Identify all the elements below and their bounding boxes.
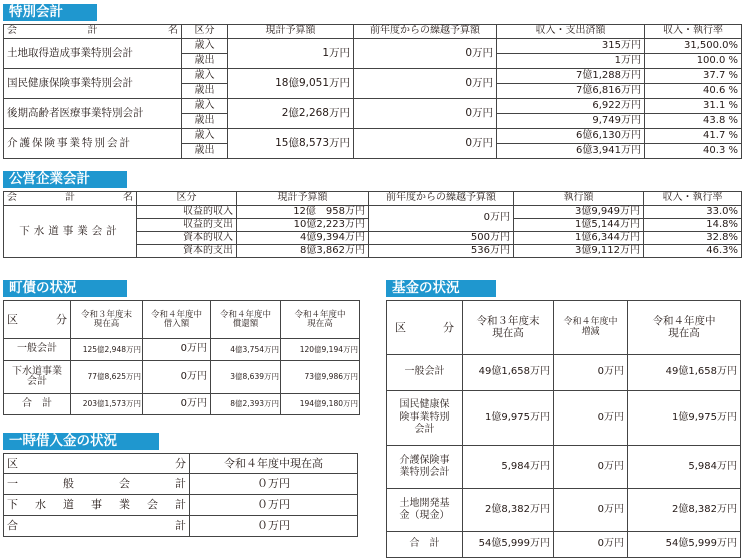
col-header: 現計予算額 (237, 192, 369, 206)
kubun-cell: 歳入 (182, 39, 228, 54)
carry-cell: 500万円 (369, 232, 514, 245)
fund-name: 一般会計 (387, 355, 463, 391)
funds-table (386, 300, 741, 558)
temporary-loans-section (3, 433, 358, 537)
account-name: 下水道事業会計 (4, 206, 137, 258)
kubun-cell: 収益的収入 (137, 206, 237, 219)
col-header: 令和４年度中現在高 (190, 454, 358, 474)
table-row (4, 206, 742, 219)
col-header: 令和３年度末 現在高 (71, 301, 143, 339)
amount-cell: 7億1,288万円 (497, 69, 645, 84)
table-row (387, 355, 741, 391)
value-cell: 2億8,382万円 (628, 489, 741, 532)
carry-cell: 0万円 (354, 69, 497, 99)
table-row (4, 99, 742, 114)
table-row (4, 516, 358, 537)
amount-cell: 6,922万円 (497, 99, 645, 114)
rate-cell: 37.7 % (645, 69, 742, 84)
col-header: 区 分 (4, 301, 71, 339)
temporary-loans-title: 一時借入金の状況 (3, 433, 159, 450)
table-header-row (387, 301, 741, 355)
amount-cell: 6億6,130万円 (497, 129, 645, 144)
value-cell: 0万円 (554, 446, 628, 489)
value-cell: 0万円 (554, 489, 628, 532)
account-name: 下水道事業 会計 (4, 361, 71, 394)
town-bonds-title: 町債の状況 (3, 280, 127, 297)
table-header-row (4, 454, 358, 474)
rate-cell: 46.3% (644, 245, 742, 258)
rate-cell: 31.1 % (645, 99, 742, 114)
value-cell: 0万円 (143, 394, 211, 415)
budget-cell: 15億8,573万円 (228, 129, 354, 159)
amount-cell: 1億5,144万円 (514, 219, 644, 232)
kubun-cell: 歳出 (182, 114, 228, 129)
kubun-cell: 歳入 (182, 69, 228, 84)
col-header: 執行額 (514, 192, 644, 206)
table-row (387, 391, 741, 446)
amount-cell: 3億9,112万円 (514, 245, 644, 258)
col-header: 区分 (137, 192, 237, 206)
value-cell: ０万円 (190, 495, 358, 516)
kubun-cell: 資本的支出 (137, 245, 237, 258)
value-cell: ０万円 (190, 474, 358, 495)
budget-cell: 8億3,862万円 (237, 245, 369, 258)
value-cell: 120億9,194万円 (281, 339, 360, 361)
account-name: 下 水 道 事 業 会 計 (4, 495, 190, 516)
kubun-cell: 歳出 (182, 144, 228, 159)
value-cell: 2億8,382万円 (463, 489, 554, 532)
carry-cell: 0万円 (369, 206, 514, 232)
table-header-row (4, 25, 742, 39)
col-header: 収入・支出済額 (497, 25, 645, 39)
public-enterprise-title: 公営企業会計 (3, 171, 127, 188)
account-name: 合 計 (4, 394, 71, 415)
town-bonds-table (3, 300, 360, 415)
special-accounts-title: 特別会計 (3, 4, 97, 21)
budget-cell: 18億9,051万円 (228, 69, 354, 99)
table-header-row (4, 301, 360, 339)
amount-cell: 1億6,344万円 (514, 232, 644, 245)
amount-cell: 6億3,941万円 (497, 144, 645, 159)
fund-name: 介護保険事 業特別会計 (387, 446, 463, 489)
col-header: 収入・執行率 (645, 25, 742, 39)
fund-name: 土地開発基 金（現金） (387, 489, 463, 532)
value-cell: 1億9,975万円 (463, 391, 554, 446)
amount-cell: 315万円 (497, 39, 645, 54)
value-cell: 54億5,999万円 (628, 532, 741, 558)
value-cell: 1億9,975万円 (628, 391, 741, 446)
funds-title: 基金の状況 (386, 280, 496, 297)
col-header: 令和４年度中 増減 (554, 301, 628, 355)
value-cell: ０万円 (190, 516, 358, 537)
col-header: 前年度からの繰越予算額 (369, 192, 514, 206)
table-header-row (4, 192, 742, 206)
col-header: 区分 (182, 25, 228, 39)
carry-cell: 0万円 (354, 39, 497, 69)
col-header: 現計予算額 (228, 25, 354, 39)
col-header: 区 分 (4, 454, 190, 474)
table-row (4, 129, 742, 144)
rate-cell: 32.8% (644, 232, 742, 245)
value-cell: 0万円 (143, 361, 211, 394)
table-row (4, 495, 358, 516)
value-cell: 194億9,180万円 (281, 394, 360, 415)
value-cell: 49億1,658万円 (628, 355, 741, 391)
value-cell: 73億9,986万円 (281, 361, 360, 394)
value-cell: 0万円 (554, 391, 628, 446)
col-header: 令和４年度中 現在高 (628, 301, 741, 355)
table-row (4, 339, 360, 361)
col-header: 令和４年度中 借入額 (143, 301, 211, 339)
rate-cell: 43.8 % (645, 114, 742, 129)
account-name: 国民健康保険事業特別会計 (4, 69, 182, 99)
value-cell: 77億8,625万円 (71, 361, 143, 394)
table-row (4, 39, 742, 54)
budget-cell: 1万円 (228, 39, 354, 69)
col-header: 会 計 名 (4, 192, 137, 206)
rate-cell: 31,500.0% (645, 39, 742, 54)
account-name: 介護保険事業特別会計 (4, 129, 182, 159)
amount-cell: 7億6,816万円 (497, 84, 645, 99)
public-enterprise-section (3, 171, 742, 258)
rate-cell: 33.0% (644, 206, 742, 219)
carry-cell: 0万円 (354, 99, 497, 129)
value-cell: 49億1,658万円 (463, 355, 554, 391)
table-row (387, 446, 741, 489)
value-cell: 203億1,573万円 (71, 394, 143, 415)
col-header: 令和３年度末 現在高 (463, 301, 554, 355)
table-row (387, 532, 741, 558)
kubun-cell: 歳入 (182, 129, 228, 144)
table-row (4, 69, 742, 84)
col-header: 収入・執行率 (644, 192, 742, 206)
account-name: 一 般 会 計 (4, 474, 190, 495)
carry-cell: 536万円 (369, 245, 514, 258)
carry-cell: 0万円 (354, 129, 497, 159)
rate-cell: 40.3 % (645, 144, 742, 159)
budget-cell: 12億 958万円 (237, 206, 369, 219)
account-name: 土地取得造成事業特別会計 (4, 39, 182, 69)
funds-section (386, 280, 741, 558)
kubun-cell: 収益的支出 (137, 219, 237, 232)
amount-cell: 9,749万円 (497, 114, 645, 129)
value-cell: 4億3,754万円 (211, 339, 281, 361)
rate-cell: 41.7 % (645, 129, 742, 144)
value-cell: 0万円 (554, 532, 628, 558)
table-row (4, 361, 360, 394)
value-cell: 5,984万円 (628, 446, 741, 489)
temporary-loans-table (3, 453, 358, 537)
value-cell: 5,984万円 (463, 446, 554, 489)
account-name: 後期高齢者医療事業特別会計 (4, 99, 182, 129)
table-row (387, 489, 741, 532)
kubun-cell: 歳出 (182, 84, 228, 99)
fund-name: 国民健康保 険事業特別 会計 (387, 391, 463, 446)
col-header: 区 分 (387, 301, 463, 355)
table-row (4, 394, 360, 415)
special-accounts-table (3, 24, 742, 159)
value-cell: 125億2,948万円 (71, 339, 143, 361)
kubun-cell: 歳入 (182, 99, 228, 114)
budget-cell: 10億2,223万円 (237, 219, 369, 232)
budget-cell: 2億2,268万円 (228, 99, 354, 129)
town-bonds-section (3, 280, 360, 415)
budget-cell: 4億9,394万円 (237, 232, 369, 245)
fund-name: 合 計 (387, 532, 463, 558)
col-header: 会 計 名 (4, 25, 182, 39)
amount-cell: 1万円 (497, 54, 645, 69)
rate-cell: 100.0 % (645, 54, 742, 69)
rate-cell: 40.6 % (645, 84, 742, 99)
col-header: 前年度からの繰越予算額 (354, 25, 497, 39)
account-name: 合 計 (4, 516, 190, 537)
value-cell: 0万円 (143, 339, 211, 361)
kubun-cell: 資本的収入 (137, 232, 237, 245)
value-cell: 54億5,999万円 (463, 532, 554, 558)
account-name: 一般会計 (4, 339, 71, 361)
col-header: 令和４年度中 現在高 (281, 301, 360, 339)
special-accounts-section (3, 4, 742, 159)
public-enterprise-table (3, 191, 742, 258)
col-header: 令和４年度中 償還額 (211, 301, 281, 339)
value-cell: 0万円 (554, 355, 628, 391)
value-cell: 3億8,639万円 (211, 361, 281, 394)
rate-cell: 14.8% (644, 219, 742, 232)
table-row (4, 474, 358, 495)
kubun-cell: 歳出 (182, 54, 228, 69)
value-cell: 8億2,393万円 (211, 394, 281, 415)
amount-cell: 3億9,949万円 (514, 206, 644, 219)
